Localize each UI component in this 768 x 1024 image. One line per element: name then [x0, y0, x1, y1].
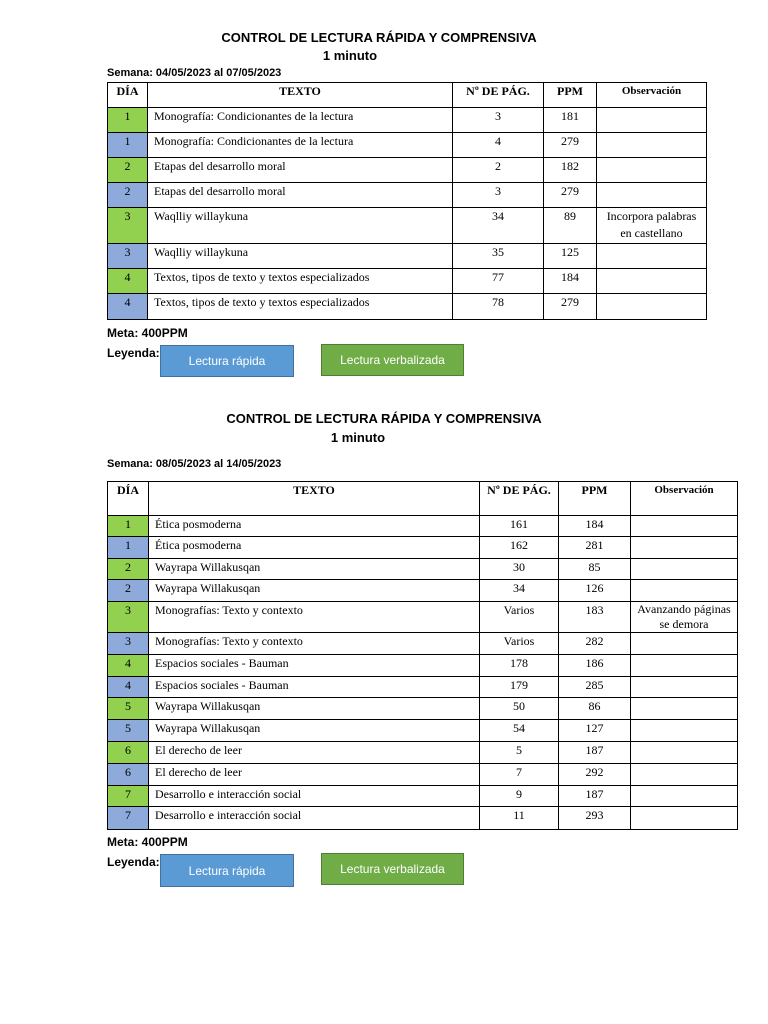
legend-label: Leyenda: — [107, 855, 160, 869]
observation-cell — [597, 108, 707, 133]
table-row — [108, 742, 738, 764]
day-cell: 4 — [108, 269, 148, 294]
observation-cell: Incorpora palabras en castellano — [597, 208, 707, 244]
table-row — [108, 786, 738, 807]
text-cell: El derecho de leer — [149, 764, 480, 786]
ppm-cell: 126 — [559, 580, 631, 602]
observation-cell — [631, 537, 738, 559]
ppm-cell: 184 — [559, 516, 631, 537]
ppm-cell: 183 — [559, 602, 631, 633]
ppm-cell: 285 — [559, 677, 631, 698]
pages-cell: 161 — [480, 516, 559, 537]
table-row — [108, 158, 707, 183]
header-day: DÍA — [108, 482, 149, 516]
day-cell: 4 — [108, 294, 148, 320]
observation-cell — [631, 559, 738, 580]
day-cell: 2 — [108, 580, 149, 602]
text-cell: Wayrapa Willakusqan — [149, 698, 480, 720]
table-row — [108, 580, 738, 602]
day-cell: 5 — [108, 698, 149, 720]
week-range: Semana: 08/05/2023 al 14/05/2023 — [107, 458, 282, 470]
day-cell: 3 — [108, 633, 149, 655]
day-cell: 1 — [108, 537, 149, 559]
observation-cell — [631, 677, 738, 698]
observation-cell — [597, 158, 707, 183]
text-cell: Monografías: Texto y contexto — [149, 602, 480, 633]
table-row — [108, 244, 707, 269]
observation-cell — [631, 786, 738, 807]
day-cell: 3 — [108, 602, 149, 633]
ppm-cell: 187 — [559, 742, 631, 764]
table-row — [108, 602, 738, 633]
header-pages: Nº DE PÁG. — [480, 482, 559, 516]
observation-cell — [631, 655, 738, 677]
legend-rapid-reading: Lectura rápida — [160, 345, 294, 377]
section-subtitle: 1 minuto — [330, 430, 386, 445]
pages-cell: 35 — [453, 244, 544, 269]
observation-cell — [631, 764, 738, 786]
observation-cell: Avanzando páginas se demora — [631, 602, 738, 633]
ppm-cell: 279 — [544, 133, 597, 158]
goal-label: Meta: 400PPM — [107, 326, 188, 340]
day-cell: 1 — [108, 516, 149, 537]
legend-rapid-reading: Lectura rápida — [160, 854, 294, 887]
table-row — [108, 208, 707, 244]
text-cell: Desarrollo e interacción social — [149, 786, 480, 807]
header-pages: Nº DE PÁG. — [453, 83, 544, 108]
text-cell: Desarrollo e interacción social — [149, 807, 480, 830]
pages-cell: 2 — [453, 158, 544, 183]
observation-cell — [631, 516, 738, 537]
day-cell: 4 — [108, 677, 149, 698]
observation-cell — [631, 698, 738, 720]
table-row — [108, 108, 707, 133]
table-row — [108, 559, 738, 580]
pages-cell: 11 — [480, 807, 559, 830]
day-cell: 6 — [108, 764, 149, 786]
text-cell: Monografía: Condicionantes de la lectura — [148, 133, 453, 158]
table-row — [108, 720, 738, 742]
table-row — [108, 655, 738, 677]
text-cell: Etapas del desarrollo moral — [148, 158, 453, 183]
legend-verbal-reading: Lectura verbalizada — [321, 344, 464, 376]
ppm-cell: 85 — [559, 559, 631, 580]
day-cell: 7 — [108, 786, 149, 807]
pages-cell: Varios — [480, 602, 559, 633]
text-cell: Wayrapa Willakusqan — [149, 720, 480, 742]
text-cell: Espacios sociales - Bauman — [149, 655, 480, 677]
text-cell: Ética posmoderna — [149, 537, 480, 559]
ppm-cell: 182 — [544, 158, 597, 183]
day-cell: 2 — [108, 183, 148, 208]
pages-cell: 3 — [453, 108, 544, 133]
pages-cell: 7 — [480, 764, 559, 786]
text-cell: Waqlliy willaykuna — [148, 244, 453, 269]
observation-cell — [597, 294, 707, 320]
text-cell: Waqlliy willaykuna — [148, 208, 453, 244]
observation-cell — [597, 133, 707, 158]
table-row — [108, 633, 738, 655]
day-cell: 1 — [108, 108, 148, 133]
table-row — [108, 269, 707, 294]
observation-cell — [631, 807, 738, 830]
text-cell: Textos, tipos de texto y textos especializados — [148, 294, 453, 320]
pages-cell: 162 — [480, 537, 559, 559]
pages-cell: 77 — [453, 269, 544, 294]
ppm-cell: 181 — [544, 108, 597, 133]
ppm-cell: 292 — [559, 764, 631, 786]
table-row — [108, 677, 738, 698]
header-day: DÍA — [108, 83, 148, 108]
table-row — [108, 294, 707, 320]
day-cell: 6 — [108, 742, 149, 764]
day-cell: 3 — [108, 208, 148, 244]
observation-cell — [631, 580, 738, 602]
day-cell: 4 — [108, 655, 149, 677]
observation-cell — [631, 720, 738, 742]
text-cell: Wayrapa Willakusqan — [149, 580, 480, 602]
day-cell: 3 — [108, 244, 148, 269]
observation-cell — [597, 269, 707, 294]
header-ppm: PPM — [559, 482, 631, 516]
pages-cell: 178 — [480, 655, 559, 677]
ppm-cell: 184 — [544, 269, 597, 294]
legend-label: Leyenda: — [107, 346, 160, 360]
pages-cell: 3 — [453, 183, 544, 208]
header-ppm: PPM — [544, 83, 597, 108]
ppm-cell: 86 — [559, 698, 631, 720]
table-row — [108, 807, 738, 830]
section-title: CONTROL DE LECTURA RÁPIDA Y COMPRENSIVA — [226, 411, 542, 426]
observation-cell — [597, 244, 707, 269]
ppm-cell: 127 — [559, 720, 631, 742]
ppm-cell: 186 — [559, 655, 631, 677]
day-cell: 1 — [108, 133, 148, 158]
pages-cell: 34 — [480, 580, 559, 602]
header-text: TEXTO — [149, 482, 480, 516]
goal-label: Meta: 400PPM — [107, 835, 188, 849]
pages-cell: 4 — [453, 133, 544, 158]
ppm-cell: 279 — [544, 183, 597, 208]
header-observation: Observación — [631, 482, 738, 516]
day-cell: 5 — [108, 720, 149, 742]
header-text: TEXTO — [148, 83, 453, 108]
text-cell: Etapas del desarrollo moral — [148, 183, 453, 208]
ppm-cell: 293 — [559, 807, 631, 830]
legend-verbal-reading: Lectura verbalizada — [321, 853, 464, 885]
table-row — [108, 516, 738, 537]
day-cell: 2 — [108, 559, 149, 580]
ppm-cell: 279 — [544, 294, 597, 320]
text-cell: Espacios sociales - Bauman — [149, 677, 480, 698]
ppm-cell: 187 — [559, 786, 631, 807]
reading-log-table — [107, 481, 738, 830]
pages-cell: 78 — [453, 294, 544, 320]
observation-cell — [597, 183, 707, 208]
pages-cell: 179 — [480, 677, 559, 698]
ppm-cell: 89 — [544, 208, 597, 244]
pages-cell: Varios — [480, 633, 559, 655]
observation-cell — [631, 633, 738, 655]
text-cell: Monografía: Condicionantes de la lectura — [148, 108, 453, 133]
pages-cell: 5 — [480, 742, 559, 764]
pages-cell: 54 — [480, 720, 559, 742]
observation-cell — [631, 742, 738, 764]
header-observation: Observación — [597, 83, 707, 108]
pages-cell: 50 — [480, 698, 559, 720]
pages-cell: 9 — [480, 786, 559, 807]
ppm-cell: 125 — [544, 244, 597, 269]
pages-cell: 30 — [480, 559, 559, 580]
ppm-cell: 282 — [559, 633, 631, 655]
ppm-cell: 281 — [559, 537, 631, 559]
text-cell: El derecho de leer — [149, 742, 480, 764]
table-row — [108, 133, 707, 158]
text-cell: Monografías: Texto y contexto — [149, 633, 480, 655]
table-row — [108, 698, 738, 720]
pages-cell: 34 — [453, 208, 544, 244]
table-row — [108, 537, 738, 559]
section-title: CONTROL DE LECTURA RÁPIDA Y COMPRENSIVA — [221, 30, 537, 45]
text-cell: Wayrapa Willakusqan — [149, 559, 480, 580]
table-row — [108, 183, 707, 208]
reading-log-table — [107, 82, 707, 320]
section-subtitle: 1 minuto — [322, 48, 378, 63]
table-row — [108, 764, 738, 786]
text-cell: Ética posmoderna — [149, 516, 480, 537]
day-cell: 2 — [108, 158, 148, 183]
week-range: Semana: 04/05/2023 al 07/05/2023 — [107, 67, 282, 79]
day-cell: 7 — [108, 807, 149, 830]
text-cell: Textos, tipos de texto y textos especializados — [148, 269, 453, 294]
